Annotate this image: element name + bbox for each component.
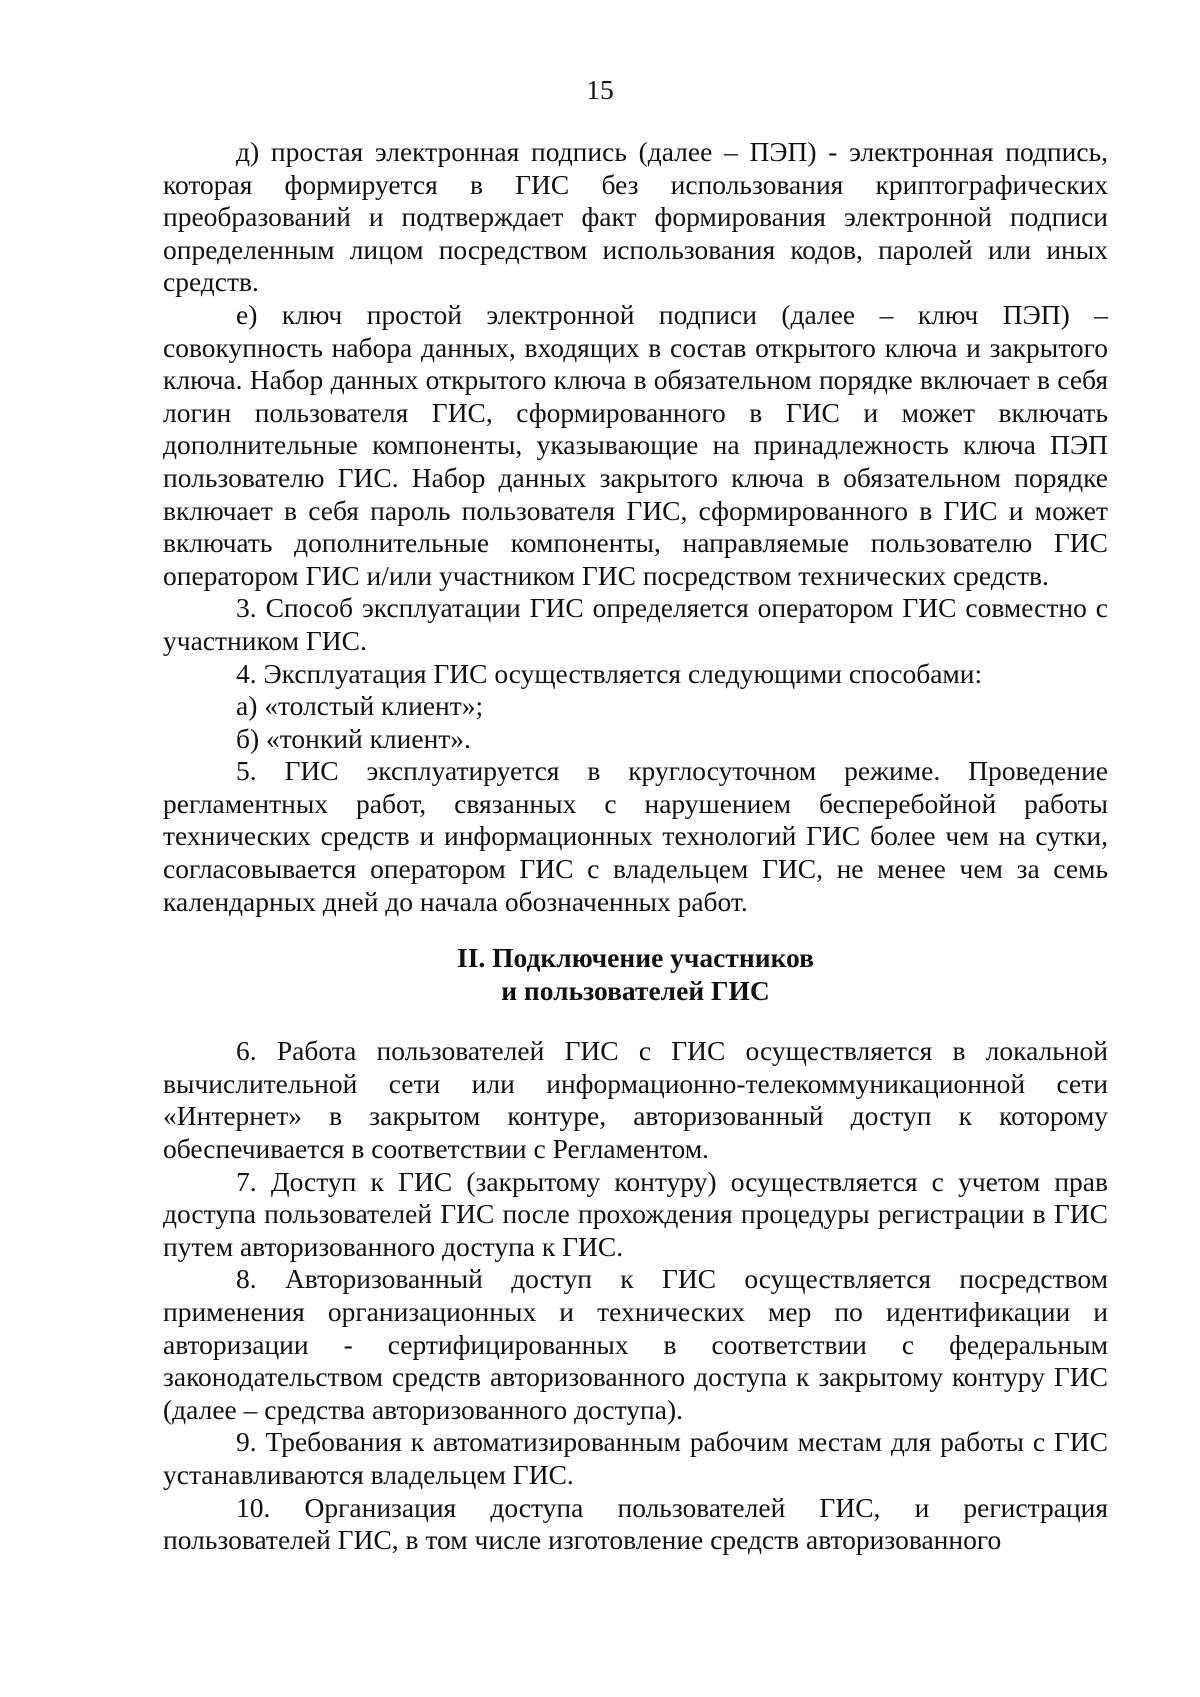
- section-heading-line-2: и пользователей ГИС: [501, 975, 770, 1007]
- paragraph-4: 4. Эксплуатация ГИС осуществляется следующими способами:: [236, 657, 983, 689]
- section-heading-line-1: II. Подключение участников: [457, 942, 814, 974]
- paragraph-10: 10. Организация доступа пользователей ГИС, и регистрация пользователей ГИС, в том числе изготовление средств авторизованного: [163, 1491, 1108, 1556]
- paragraph-6: 6. Работа пользователей ГИС с ГИС осуществляется в локальной вычислительной сети или информационно-телекоммуникационной сети «Интернет» в закрытом контуре, авторизованный доступ к которому обеспечивается в соответствии с Регламентом.: [163, 1035, 1108, 1165]
- paragraph-9: 9. Требования к автоматизированным рабочим местам для работы с ГИС устанавливаются владельцем ГИС.: [163, 1426, 1108, 1490]
- paragraph-3: 3. Способ эксплуатации ГИС определяется оператором ГИС совместно с участником ГИС.: [163, 592, 1108, 656]
- section-heading: [163, 941, 1108, 1007]
- list-item-a: а) «толстый клиент»;: [236, 690, 484, 722]
- paragraph-8: 8. Авторизованный доступ к ГИС осуществляется посредством применения организационных и технических мер по идентификации и авторизации - сертифицированных в соответствии с федеральным законодательством средств авторизованного доступа к закрытому контуру ГИС (далее – средства авторизованного доступа).: [163, 1263, 1108, 1425]
- paragraph-7: 7. Доступ к ГИС (закрытому контуру) осуществляется с учетом прав доступа пользователей ГИС после прохождения процедуры регистрации в ГИС путем авторизованного доступа к ГИС.: [163, 1165, 1108, 1262]
- document-body: [163, 136, 1108, 1557]
- paragraph-d-simple-signature: д) простая электронная подпись (далее – ПЭП) - электронная подпись, которая формируется в ГИС без использования криптографических преобразований и подтверждает факт формирования электронной подписи определенным лицом посредством использования кодов, паролей или иных средств.: [163, 136, 1108, 298]
- paragraph-e-signature-key: е) ключ простой электронной подписи (далее – ключ ПЭП) – совокупность набора данных, входящих в состав открытого ключа и закрытого ключа. Набор данных открытого ключа в обязательном порядке включает в себя логин пользователя ГИС, сформированного в ГИС и может включать дополнительные компоненты, указывающие на принадлежность ключа ПЭП пользователю ГИС. Набор данных закрытого ключа в обязательном порядке включает в себя пароль пользователя ГИС, сформированного в ГИС и может включать дополнительные компоненты, направляемые пользователю ГИС оператором ГИС и/или участником ГИС посредством технических средств.: [163, 298, 1108, 591]
- paragraph-5: 5. ГИС эксплуатируется в круглосуточном режиме. Проведение регламентных работ, связанных с нарушением бесперебойной работы технических средств и информационных технологий ГИС более чем на сутки, согласовывается оператором ГИС с владельцем ГИС, не менее чем за семь календарных дней до начала обозначенных работ.: [163, 755, 1108, 917]
- page-number: 15: [586, 74, 614, 105]
- list-item-b: б) «тонкий клиент».: [236, 722, 471, 754]
